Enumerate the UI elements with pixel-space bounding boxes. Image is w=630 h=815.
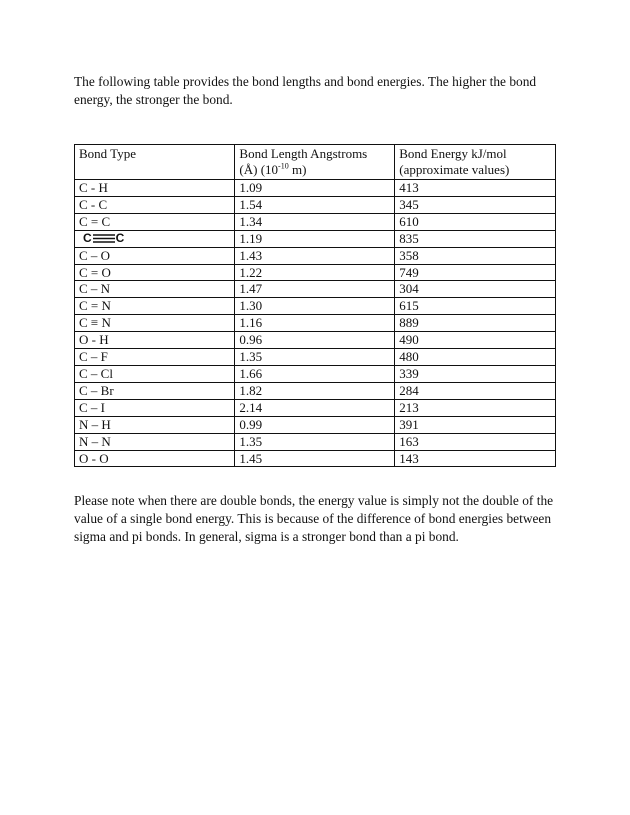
bond-type-cell: C – Br [75,382,235,399]
header-bond-length-line2-suffix: m) [288,162,307,177]
bond-energy-cell: 413 [395,180,556,197]
triple-bond-left-atom: C [83,230,92,245]
bond-type-cell: C = C [75,213,235,230]
table-header-row [75,145,556,180]
table-row [75,264,556,281]
bond-energy-cell: 358 [395,247,556,264]
table-row [75,399,556,416]
header-bond-type [75,145,235,180]
bond-type-cell: C – N [75,281,235,298]
intro-paragraph: The following table provides the bond lengths and bond energies. The higher the bond energy, the stronger the bond. [74,74,537,107]
bond-type-cell: N – H [75,416,235,433]
bond-length-cell: 1.45 [235,450,395,467]
header-bond-energy-line1: Bond Energy kJ/mol [399,146,507,161]
header-bond-energy [395,145,556,180]
bond-energy-cell: 213 [395,399,556,416]
bond-type-cell: C – I [75,399,235,416]
bond-type-cell: C - H [75,180,235,197]
table-row [75,247,556,264]
header-bond-type-label: Bond Type [79,146,136,161]
bond-energy-cell: 163 [395,433,556,450]
note-paragraph: Please note when there are double bonds, the energy value is simply not the double of the value of a single bond energy. This is because of the difference of bond energies between sigma and pi bonds. In general, sigma is a stronger bond than a pi bond. [74,493,554,544]
header-bond-length-line1: Bond Length Angstroms [239,146,368,161]
bond-length-cell: 1.54 [235,196,395,213]
bond-energy-cell: 391 [395,416,556,433]
header-bond-length-exponent: -10 [278,161,289,171]
table-row [75,416,556,433]
table-row [75,433,556,450]
header-bond-length-line2-prefix: (Å) (10 [239,162,279,177]
bond-table [74,144,556,467]
table-row [75,180,556,197]
bond-length-cell: 1.34 [235,213,395,230]
bond-type-cell: C ≡ N [75,315,235,332]
bond-length-cell: 1.47 [235,281,395,298]
bond-energy-cell: 304 [395,281,556,298]
bond-type-cell: C – F [75,349,235,366]
table-row [75,450,556,467]
bond-length-cell: 1.35 [235,433,395,450]
bond-type-cell: C – Cl [75,365,235,382]
bond-energy-cell: 749 [395,264,556,281]
triple-bond-icon [93,234,115,243]
table-row [75,298,556,315]
bond-energy-cell: 480 [395,349,556,366]
table-row [75,213,556,230]
bond-length-cell: 2.14 [235,399,395,416]
bond-energy-cell: 835 [395,230,556,247]
bond-energy-cell: 345 [395,196,556,213]
bond-energy-cell: 615 [395,298,556,315]
bond-energy-cell: 490 [395,332,556,349]
bond-length-cell: 1.09 [235,180,395,197]
table-row [75,281,556,298]
table-row [75,332,556,349]
bond-length-cell: 0.96 [235,332,395,349]
bond-length-cell: 1.16 [235,315,395,332]
triple-bond-right-atom: C [115,230,125,245]
table-row [75,230,556,247]
bond-type-cell: C = N [75,298,235,315]
bond-type-cell: O - O [75,450,235,467]
table-row [75,349,556,366]
bond-type-cell: O - H [75,332,235,349]
bond-energy-cell: 610 [395,213,556,230]
bond-energy-cell: 284 [395,382,556,399]
bond-type-cell-triple-cc [75,230,235,247]
bond-type-cell: C - C [75,196,235,213]
table-row [75,315,556,332]
bond-length-cell: 1.22 [235,264,395,281]
table-row [75,365,556,382]
bond-length-cell: 1.82 [235,382,395,399]
table-row [75,382,556,399]
table-row [75,196,556,213]
header-bond-energy-line2: (approximate values) [399,162,510,177]
header-bond-length [235,145,395,180]
bond-length-cell: 0.99 [235,416,395,433]
bond-length-cell: 1.35 [235,349,395,366]
bond-energy-cell: 889 [395,315,556,332]
bond-energy-cell: 339 [395,365,556,382]
bond-length-cell: 1.43 [235,247,395,264]
bond-length-cell: 1.66 [235,365,395,382]
bond-length-cell: 1.30 [235,298,395,315]
bond-type-cell: C = O [75,264,235,281]
bond-type-cell: C – O [75,247,235,264]
bond-type-cell: N – N [75,433,235,450]
bond-length-cell: 1.19 [235,230,395,247]
bond-energy-cell: 143 [395,450,556,467]
